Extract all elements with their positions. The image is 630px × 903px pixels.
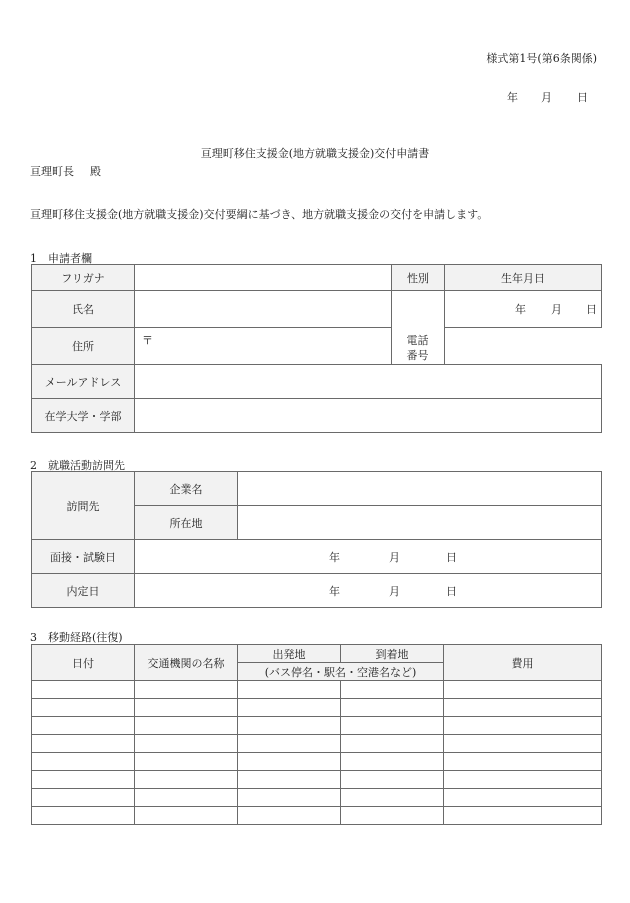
route-row [32,735,602,753]
interview-month-unit: 月 [389,550,400,564]
route-cost-cell[interactable] [444,753,602,771]
section3-heading: 3 移動経路(往復) [30,631,123,644]
route-cost-cell[interactable] [444,807,602,825]
furigana-field[interactable] [135,265,392,291]
route-place-note: (バス停名・駅名・空港名など) [238,663,444,681]
route-row [32,717,602,735]
interview-year-unit: 年 [329,550,340,564]
route-cost-cell[interactable] [444,735,602,753]
route-arrival-cell[interactable] [341,789,444,807]
route-arrival-cell[interactable] [341,771,444,789]
interview-date-label: 面接・試験日 [32,540,135,574]
birth-day-unit: 日 [586,303,597,316]
route-transport-cell[interactable] [135,717,238,735]
route-departure-cell[interactable] [238,681,341,699]
route-departure-cell[interactable] [238,753,341,771]
name-label: 氏名 [32,291,135,328]
location-field[interactable] [238,506,602,540]
route-departure-cell[interactable] [238,717,341,735]
route-date-cell[interactable] [32,717,135,735]
route-departure-cell[interactable] [238,771,341,789]
route-arrival-cell[interactable] [341,753,444,771]
name-field[interactable] [135,291,392,328]
section2-heading: 2 就職活動訪問先 [30,459,125,472]
date-year-unit: 年 [507,91,518,104]
date-month-unit: 月 [541,91,552,104]
school-label: 在学大学・学部 [32,399,135,433]
phone-label [392,333,443,363]
route-departure-cell[interactable] [238,699,341,717]
route-body [32,681,602,825]
route-table [31,644,602,825]
route-transport-cell[interactable] [135,753,238,771]
route-date-cell[interactable] [32,789,135,807]
route-departure-header: 出発地 [238,645,341,663]
route-cost-cell[interactable] [444,699,602,717]
route-transport-cell[interactable] [135,735,238,753]
route-arrival-cell[interactable] [341,735,444,753]
route-date-cell[interactable] [32,735,135,753]
document-title: 亘理町移住支援金(地方就職支援金)交付申請書 [200,147,430,160]
route-arrival-cell[interactable] [341,717,444,735]
visit-destination-label: 訪問先 [32,472,135,540]
date-day-unit: 日 [577,91,588,104]
route-row [32,789,602,807]
birthdate-label: 生年月日 [445,265,602,291]
route-row [32,771,602,789]
route-transport-cell[interactable] [135,681,238,699]
route-transport-header: 交通機関の名称 [135,645,238,681]
route-date-cell[interactable] [32,699,135,717]
interview-date-field[interactable] [135,540,602,574]
applicant-table [31,264,602,433]
route-transport-cell[interactable] [135,699,238,717]
address-label: 住所 [32,328,135,365]
offer-date-label: 内定日 [32,574,135,608]
route-transport-cell[interactable] [135,807,238,825]
school-field[interactable] [135,399,602,433]
phone-label-line1: 電話 [406,334,429,347]
route-arrival-cell[interactable] [341,699,444,717]
form-number: 様式第1号(第6条関係) [486,52,597,65]
route-departure-cell[interactable] [238,789,341,807]
route-transport-cell[interactable] [135,789,238,807]
route-cost-cell[interactable] [444,789,602,807]
route-arrival-cell[interactable] [341,681,444,699]
offer-date-field[interactable] [135,574,602,608]
route-cost-cell[interactable] [444,771,602,789]
phone-label-line2: 番号 [406,349,429,362]
location-label: 所在地 [135,506,238,540]
birthdate-field[interactable] [445,291,602,328]
company-name-field[interactable] [238,472,602,506]
route-departure-cell[interactable] [238,735,341,753]
email-field[interactable] [135,365,602,399]
addressee-honorific: 殿 [90,165,101,178]
offer-day-unit: 日 [446,584,457,598]
furigana-label: フリガナ [32,265,135,291]
route-date-cell[interactable] [32,807,135,825]
route-row [32,807,602,825]
route-arrival-header: 到着地 [341,645,444,663]
submission-date [0,89,630,103]
section1-heading: 1 申請者欄 [30,252,92,265]
interview-day-unit: 日 [446,550,457,564]
route-row [32,681,602,699]
route-arrival-cell[interactable] [341,807,444,825]
application-statement: 亘理町移住支援金(地方就職支援金)交付要綱に基づき、地方就職支援金の交付を申請します。 [30,208,489,221]
route-date-header: 日付 [32,645,135,681]
route-cost-cell[interactable] [444,717,602,735]
addressee [30,163,101,179]
route-date-cell[interactable] [32,771,135,789]
company-name-label: 企業名 [135,472,238,506]
route-cost-header: 費用 [444,645,602,681]
visit-table [31,471,602,608]
addressee-name: 亘理町長 [30,165,74,178]
route-cost-cell[interactable] [444,681,602,699]
route-departure-cell[interactable] [238,807,341,825]
route-row [32,753,602,771]
offer-month-unit: 月 [389,584,400,598]
route-date-cell[interactable] [32,681,135,699]
offer-year-unit: 年 [329,584,340,598]
postal-mark: 〒 [142,334,153,347]
route-row [32,699,602,717]
route-transport-cell[interactable] [135,771,238,789]
birth-month-unit: 月 [551,303,562,316]
birth-year-unit: 年 [515,303,526,316]
address-field[interactable] [135,328,392,365]
route-date-cell[interactable] [32,753,135,771]
gender-label: 性別 [392,265,445,291]
email-label: メールアドレス [32,365,135,399]
